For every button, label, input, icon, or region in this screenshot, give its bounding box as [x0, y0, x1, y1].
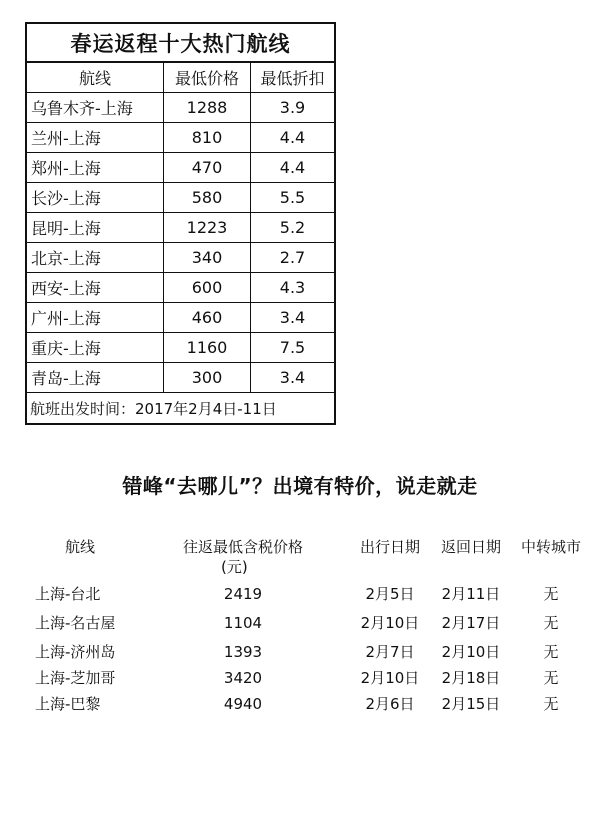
price-cell: 580: [164, 183, 251, 212]
transfer-city-cell: 无: [543, 669, 559, 687]
departure-date-cell: 2月10日: [360, 669, 420, 687]
discount-cell: 7.5: [279, 338, 306, 357]
hot-routes-table: [25, 22, 336, 425]
table-row: [27, 153, 334, 183]
header-transfer-city: 中转城市: [520, 538, 581, 556]
table-row: [27, 273, 334, 303]
price-cell: 4940: [223, 695, 263, 713]
route-cell: 北京-上海: [27, 243, 164, 272]
price-cell: 3420: [223, 669, 263, 687]
transfer-city-cell: 无: [543, 585, 559, 603]
header-lowest-price: 最低价格: [164, 63, 251, 92]
header-departure-date: 出行日期: [359, 538, 420, 556]
route-cell: 上海-济州岛: [35, 643, 116, 661]
price-cell: 340: [164, 243, 251, 272]
discount-cell: 5.2: [279, 218, 306, 237]
table-row: [27, 243, 334, 273]
table-row: [27, 363, 334, 393]
flight-departure-note: 航班出发时间：2017年2月4日-11日: [30, 399, 277, 418]
route-cell: 兰州-上海: [27, 123, 164, 152]
route-cell: 昆明-上海: [27, 213, 164, 242]
route-cell: 上海-巴黎: [35, 695, 101, 713]
price-cell: 300: [164, 363, 251, 392]
header-price-label: 往返最低含税价格: [182, 538, 303, 556]
header-price-unit: (元): [221, 558, 248, 576]
header-route: 航线: [27, 63, 164, 92]
table-header-row: [27, 63, 334, 93]
return-date-cell: 2月17日: [441, 614, 501, 632]
route-cell: 长沙-上海: [27, 183, 164, 212]
table-row: [27, 93, 334, 123]
return-date-cell: 2月10日: [441, 643, 501, 661]
table-row: [27, 123, 334, 153]
route-cell: 上海-台北: [35, 585, 101, 603]
return-date-cell: 2月11日: [441, 585, 501, 603]
price-cell: 1393: [223, 643, 263, 661]
route-cell: 上海-名古屋: [35, 614, 116, 632]
header-lowest-discount: 最低折扣: [260, 69, 325, 88]
table-row: [27, 333, 334, 363]
price-cell: 1160: [164, 333, 251, 362]
route-cell: 广州-上海: [27, 303, 164, 332]
price-cell: 1223: [164, 213, 251, 242]
transfer-city-cell: 无: [543, 614, 559, 632]
return-date-cell: 2月18日: [441, 669, 501, 687]
hot-routes-table-body: [27, 93, 334, 393]
departure-date-cell: 2月6日: [365, 695, 415, 713]
route-cell: 重庆-上海: [27, 333, 164, 362]
table-row: [27, 183, 334, 213]
discount-cell: 4.4: [279, 158, 306, 177]
return-date-cell: 2月15日: [441, 695, 501, 713]
departure-date-cell: 2月10日: [360, 614, 420, 632]
price-cell: 460: [164, 303, 251, 332]
transfer-city-cell: 无: [543, 695, 559, 713]
discount-cell: 3.4: [279, 308, 306, 327]
route-cell: 青岛-上海: [27, 363, 164, 392]
route-cell: 上海-芝加哥: [35, 669, 116, 687]
discount-cell: 2.7: [279, 248, 306, 267]
price-cell: 1288: [164, 93, 251, 122]
discount-cell: 5.5: [279, 188, 306, 207]
route-cell: 西安-上海: [27, 273, 164, 302]
table-row: [27, 303, 334, 333]
discount-cell: 4.4: [279, 128, 306, 147]
departure-date-cell: 2月5日: [365, 585, 415, 603]
price-cell: 810: [164, 123, 251, 152]
discount-cell: 3.4: [279, 368, 306, 387]
transfer-city-cell: 无: [543, 643, 559, 661]
price-cell: 1104: [223, 614, 263, 632]
header-round-trip-price: [163, 537, 323, 577]
price-cell: 600: [164, 273, 251, 302]
international-deals-title: 错峰“去哪儿”？出境有特价，说走就走: [122, 474, 478, 498]
route-cell: 乌鲁木齐-上海: [27, 93, 164, 122]
price-cell: 470: [164, 153, 251, 182]
route-cell: 郑州-上海: [27, 153, 164, 182]
table-row: [27, 213, 334, 243]
discount-cell: 4.3: [279, 278, 306, 297]
departure-date-cell: 2月7日: [365, 643, 415, 661]
discount-cell: 3.9: [279, 98, 306, 117]
header-return-date: 返回日期: [440, 538, 501, 556]
hot-routes-table-title: 春运返程十大热门航线: [27, 24, 334, 63]
price-cell: 2419: [223, 585, 263, 603]
header-route: 航线: [64, 538, 95, 556]
